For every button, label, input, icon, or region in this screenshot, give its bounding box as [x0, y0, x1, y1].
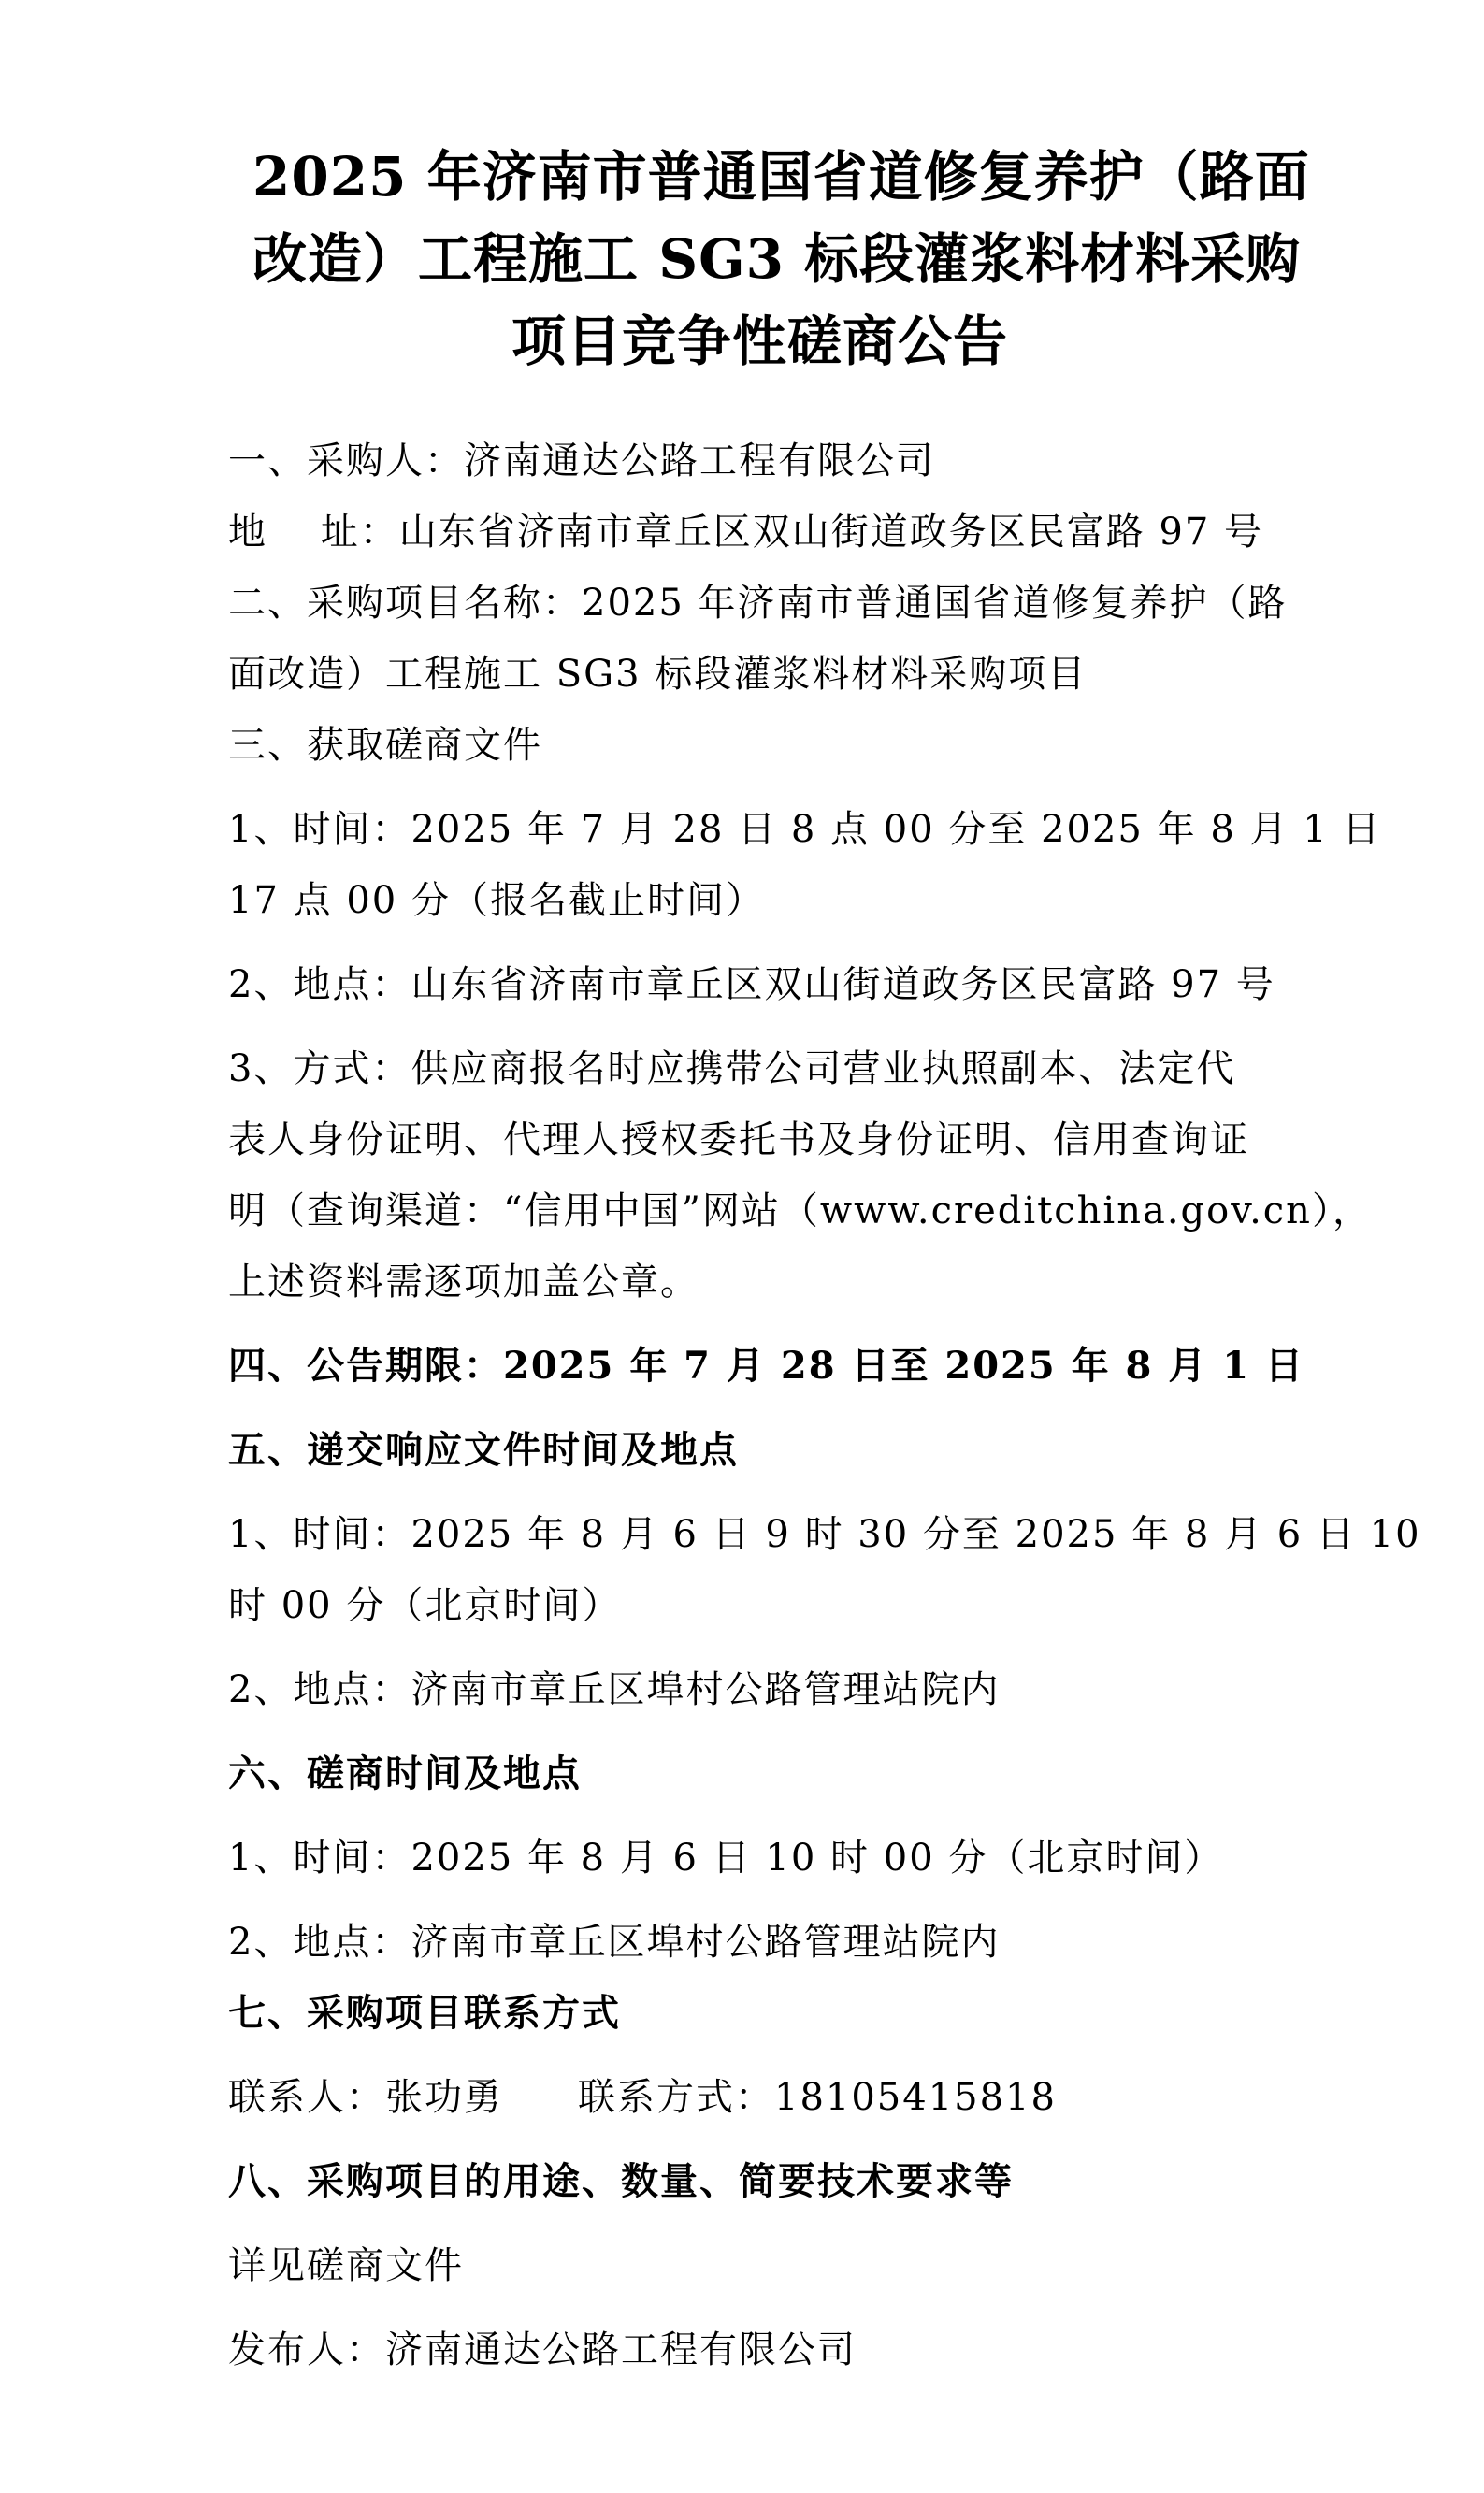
obtain-method-line-2: 表人身份证明、代理人授权委托书及身份证明、信用查询证: [228, 1118, 1249, 1161]
title-line-1: 2025 年济南市普通国省道修复养护（路面: [252, 145, 1310, 209]
consultation-place-line: 2、地点：济南市章丘区埠村公路管理站院内: [228, 1921, 1001, 1964]
requirements-line: 详见磋商文件: [228, 2244, 464, 2287]
publisher-line: 发布人：济南通达公路工程有限公司: [228, 2328, 857, 2371]
purchaser-line: 一、采购人：济南通达公路工程有限公司: [228, 440, 935, 483]
requirements-heading: 八、采购项目的用途、数量、简要技术要求等: [228, 2159, 1014, 2203]
submission-time-line-1: 1、时间：2025 年 8 月 6 日 9 时 30 分至 2025 年 8 月 6 日 10: [228, 1513, 1421, 1556]
project-name-line-2: 面改造）工程施工 SG3 标段灌浆料材料采购项目: [228, 653, 1088, 696]
obtain-docs-heading: 三、获取磋商文件: [228, 724, 542, 767]
submission-time-line-2: 时 00 分（北京时间）: [228, 1584, 622, 1627]
obtain-method-line-1: 3、方式：供应商报名时应携带公司营业执照副本、法定代: [228, 1047, 1236, 1090]
contact-phone: 联系方式：18105415818: [578, 2076, 1057, 2119]
obtain-time-line-2: 17 点 00 分（报名截止时间）: [228, 879, 765, 922]
submission-heading: 五、递交响应文件时间及地点: [228, 1428, 739, 1472]
consultation-heading: 六、磋商时间及地点: [228, 1751, 582, 1795]
title-line-2: 改造）工程施工 SG3 标段灌浆料材料采购: [252, 227, 1302, 291]
contact-heading: 七、采购项目联系方式: [228, 1991, 621, 2035]
submission-place-line: 2、地点：济南市章丘区埠村公路管理站院内: [228, 1668, 1001, 1711]
consultation-time-line: 1、时间：2025 年 8 月 6 日 10 时 00 分（北京时间）: [228, 1837, 1224, 1880]
contact-person: 联系人：张功勇: [228, 2076, 503, 2119]
obtain-method-line-4: 上述资料需逐项加盖公章。: [228, 1261, 699, 1304]
purchaser-address: 地 址：山东省济南市章丘区双山街道政务区民富路 97 号: [228, 511, 1264, 554]
obtain-method-line-3: 明（查询渠道：“信用中国”网站（www.creditchina.gov.cn），: [228, 1189, 1372, 1232]
notice-period-line: 四、公告期限：2025 年 7 月 28 日至 2025 年 8 月 1 日: [228, 1344, 1304, 1388]
project-name-line-1: 二、采购项目名称：2025 年济南市普通国省道修复养护（路: [228, 582, 1288, 625]
contact-line: [228, 2062, 1266, 2133]
obtain-time-line-1: 1、时间：2025 年 7 月 28 日 8 点 00 分至 2025 年 8 月 1 日: [228, 808, 1382, 851]
obtain-place-line: 2、地点：山东省济南市章丘区双山街道政务区民富路 97 号: [228, 963, 1275, 1006]
announcement-body: [228, 425, 1421, 2385]
title-line-3: 项目竞争性磋商公告: [511, 310, 1008, 373]
document-title: [252, 136, 1310, 382]
